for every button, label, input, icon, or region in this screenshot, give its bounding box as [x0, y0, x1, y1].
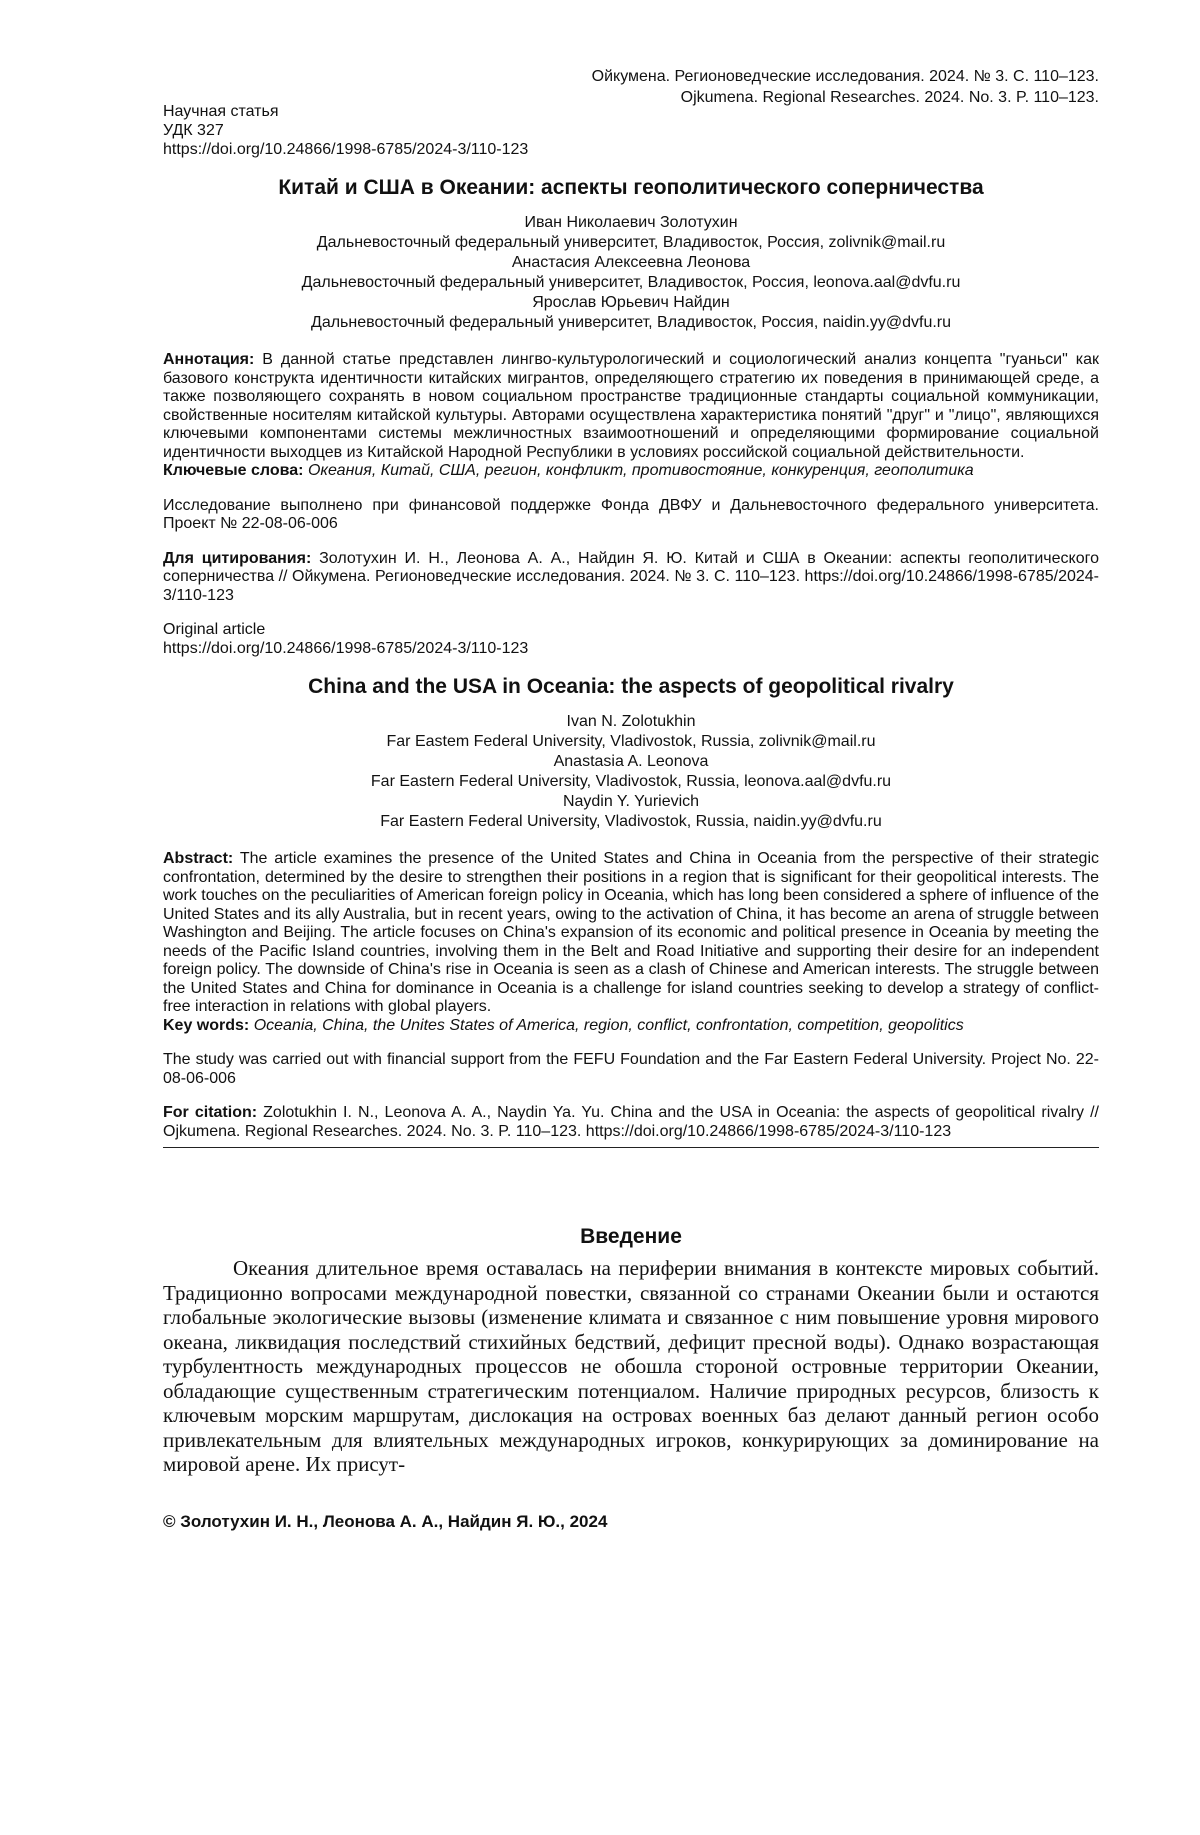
article-page [163, 66, 1099, 1533]
citation-en [163, 1104, 1099, 1141]
citation-label-ru: Для цитирования: [163, 550, 311, 567]
abstract-label-en: Abstract: [163, 850, 233, 867]
citation-text-ru: Золотухин И. Н., Леонова А. А., Найдин Я. Ю. Китай и США в Океании: аспекты геополитического соперничества // Ойкумена. Регионоведческие исследования. 2024. № 3. С. 110–123. https://doi.org/10.24866/1998-6785/2024-3/110-123 [163, 550, 1099, 604]
author-name: Ivan N. Zolotukhin [163, 712, 1099, 732]
author-affiliation: Far Eastern Federal University, Vladivostok, Russia, leonova.aal@dvfu.ru [163, 772, 1099, 792]
funding-ru: Исследование выполнено при финансовой поддержке Фонда ДВФУ и Дальневосточного федерального университета. Проект № 22-08-06-006 [163, 497, 1099, 534]
authors-en [163, 712, 1099, 832]
copyright-line: © Золотухин И. Н., Леонова А. А., Найдин Я. Ю., 2024 [163, 1511, 1099, 1533]
intro-heading: Введение [163, 1224, 1099, 1250]
author-name: Иван Николаевич Золотухин [163, 213, 1099, 233]
author-affiliation: Дальневосточный федеральный университет, Владивосток, Россия, leonova.aal@dvfu.ru [163, 273, 1099, 293]
author-affiliation: Far Eastem Federal University, Vladivostok, Russia, zolivnik@mail.ru [163, 732, 1099, 752]
journal-citation-en: Ojkumena. Regional Researches. 2024. No. 3. P. 110–123. [163, 87, 1099, 108]
article-title-ru: Китай и США в Океании: аспекты геополитического соперничества [163, 175, 1099, 201]
ru-meta [163, 102, 1099, 159]
author-name: Naydin Y. Yurievich [163, 792, 1099, 812]
author-name: Anastasia A. Leonova [163, 752, 1099, 772]
abstract-text-ru: В данной статье представлен лингво-культурологический и социологический анализ концепта "гуаньси" как базового конструкта идентичности китайских мигрантов, определяющего стратегию их поведения в принимающей среде, а также позволяющего сохранять в новом социальном пространстве традиционные стандарты социальной коммуникации, свойственные носителям китайской культуры. Авторами осуществлена характеристика понятий "друг" и "лицо", являющихся ключевыми компонентами системы межличностных взаимоотношений и определяющими формирование социальной идентичности выходцев из Китайской Народной Республики в условиях российской социальной действительности. [163, 351, 1099, 461]
abstract-label-ru: Аннотация: [163, 351, 254, 368]
en-meta [163, 621, 1099, 658]
article-type-en: Original article [163, 621, 1099, 640]
author-name: Ярослав Юрьевич Найдин [163, 293, 1099, 313]
keywords-label-en: Key words: [163, 1017, 249, 1034]
keywords-ru [163, 462, 1099, 481]
doi-link-ru[interactable]: https://doi.org/10.24866/1998-6785/2024-3/110-123 [163, 140, 1099, 159]
authors-ru [163, 213, 1099, 333]
section-divider [163, 1147, 1099, 1148]
author-affiliation: Дальневосточный федеральный университет, Владивосток, Россия, zolivnik@mail.ru [163, 233, 1099, 253]
funding-en: The study was carried out with financial support from the FEFU Foundation and the Far Eastern Federal University. Project No. 22-08-06-006 [163, 1051, 1099, 1088]
author-affiliation: Дальневосточный федеральный университет, Владивосток, Россия, naidin.yy@dvfu.ru [163, 313, 1099, 333]
article-type-ru: Научная статья [163, 102, 1099, 121]
keywords-en [163, 1017, 1099, 1036]
intro-paragraph: Океания длительное время оставалась на периферии внимания в контексте мировых событий. Традиционно вопросами международной повестки, связанной со странами Океании были и остаются глобальные экологические вызовы (изменение климата и связанное с ним повышение уровня мирового океана, ликвидация последствий стихийных бедствий, дефицит пресной воды). Однако возрастающая турбулентность международных процессов не обошла стороной островные территории Океании, обладающие существенным стратегическим потенциалом. Наличие природных ресурсов, близость к ключевым морским маршрутам, дислокация на островах военных баз делают данный регион особо привлекательным для влиятельных международных игроков, конкурирующих за доминирование на мировой арене. Их присут- [163, 1256, 1099, 1477]
citation-ru [163, 550, 1099, 606]
abstract-text-en: The article examines the presence of the United States and China in Oceania from the perspective of their strategic confrontation, determined by the desire to strengthen their positions in a region that is significant for their geopolitical interests. The work touches on the peculiarities of American foreign policy in Oceania, which has long been considered a sphere of influence of the United States and its ally Australia, but in recent years, owing to the activation of China, it has become an arena of struggle between Washington and Beijing. The article focuses on China's expansion of its economic and political presence in Oceania by meeting the needs of the Pacific Island countries, involving them in the Belt and Road Initiative and supporting their desire for an independent foreign policy. The downside of China's rise in Oceania is seen as a clash of Chinese and American interests. The struggle between the United States and China for dominance in Oceania is a challenge for island countries seeking to develop a strategy of conflict-free interaction in relations with global players. [163, 850, 1099, 1015]
author-affiliation: Far Eastern Federal University, Vladivostok, Russia, naidin.yy@dvfu.ru [163, 812, 1099, 832]
journal-citation-ru: Ойкумена. Регионоведческие исследования. 2024. № 3. С. 110–123. [163, 66, 1099, 87]
abstract-en [163, 850, 1099, 1017]
author-name: Анастасия Алексеевна Леонова [163, 253, 1099, 273]
citation-text-en: Zolotukhin I. N., Leonova A. A., Naydin Ya. Yu. China and the USA in Oceania: the aspects of geopolitical rivalry // Ojkumena. Regional Researches. 2024. No. 3. P. 110–123. https://doi.org/10.24866/1998-6785/2024-3/110-123 [163, 1104, 1099, 1140]
keywords-text-en: Oceania, China, the Unites States of America, region, conflict, confrontation, competition, geopolitics [249, 1017, 963, 1034]
keywords-text-ru: Океания, Китай, США, регион, конфликт, противостояние, конкуренция, геополитика [304, 462, 974, 479]
article-title-en: China and the USA in Oceania: the aspects of geopolitical rivalry [163, 674, 1099, 700]
doi-link-en[interactable]: https://doi.org/10.24866/1998-6785/2024-3/110-123 [163, 640, 1099, 659]
abstract-ru [163, 351, 1099, 462]
udk-code: УДК 327 [163, 121, 1099, 140]
citation-label-en: For citation: [163, 1104, 257, 1121]
keywords-label-ru: Ключевые слова: [163, 462, 304, 479]
